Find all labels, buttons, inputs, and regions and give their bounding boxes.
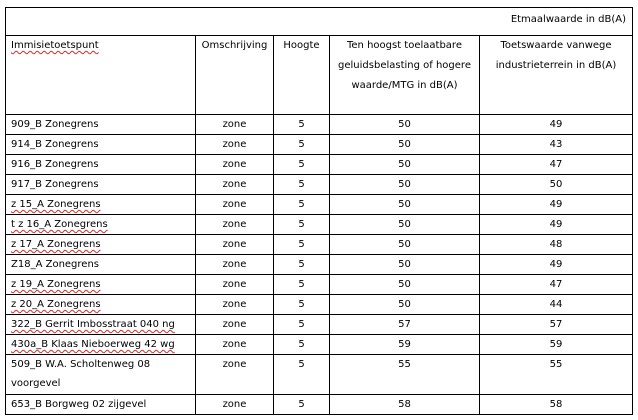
cell-limit: 50 <box>330 215 480 235</box>
cell-point-text: z 19_A Zonegrens <box>11 279 101 290</box>
table-row <box>6 255 633 275</box>
cell-desc: zone <box>196 195 274 215</box>
cell-point-text: 322_B Gerrit Imbosstraat 040 ng <box>11 319 175 330</box>
cell-test: 48 <box>480 235 633 255</box>
cell-height: 5 <box>274 275 330 295</box>
column-header-row <box>6 36 633 115</box>
cell-limit: 57 <box>330 315 480 335</box>
cell-height: 5 <box>274 335 330 355</box>
cell-limit: 50 <box>330 195 480 215</box>
cell-point-text: z 20_A Zonegrens <box>11 299 101 310</box>
column-header-point-text: Immisietoetspunt <box>11 40 99 51</box>
cell-point: 909_B Zonegrens <box>6 115 196 135</box>
cell-desc: zone <box>196 355 274 395</box>
super-header-row <box>6 8 633 36</box>
table-row <box>6 395 633 415</box>
table-row <box>6 215 633 235</box>
cell-point <box>6 295 196 315</box>
cell-desc: zone <box>196 255 274 275</box>
cell-point-text: 430a_B Klaas Nieboerweg 42 wg <box>11 339 175 350</box>
table-row <box>6 235 633 255</box>
cell-test: 47 <box>480 155 633 175</box>
cell-point-text: z 15_A Zonegrens <box>11 199 101 210</box>
cell-desc: zone <box>196 315 274 335</box>
cell-limit: 50 <box>330 175 480 195</box>
cell-desc: zone <box>196 395 274 415</box>
table-row <box>6 355 633 395</box>
cell-point: 917_B Zonegrens <box>6 175 196 195</box>
cell-test: 49 <box>480 215 633 235</box>
cell-height: 5 <box>274 235 330 255</box>
cell-test: 58 <box>480 395 633 415</box>
table-row <box>6 275 633 295</box>
cell-point <box>6 235 196 255</box>
table-row <box>6 315 633 335</box>
cell-height: 5 <box>274 175 330 195</box>
table-row <box>6 155 633 175</box>
cell-limit: 50 <box>330 235 480 255</box>
cell-desc: zone <box>196 235 274 255</box>
cell-point: 914_B Zonegrens <box>6 135 196 155</box>
super-header: Etmaalwaarde in dB(A) <box>6 8 633 36</box>
cell-test: 43 <box>480 135 633 155</box>
table-row <box>6 135 633 155</box>
cell-test: 44 <box>480 295 633 315</box>
cell-desc: zone <box>196 335 274 355</box>
cell-desc: zone <box>196 215 274 235</box>
cell-test: 50 <box>480 175 633 195</box>
cell-point <box>6 275 196 295</box>
cell-height: 5 <box>274 295 330 315</box>
cell-test: 57 <box>480 315 633 335</box>
cell-height: 5 <box>274 315 330 335</box>
document <box>5 7 632 415</box>
cell-test: 47 <box>480 275 633 295</box>
column-header-desc: Omschrijving <box>196 36 274 115</box>
cell-height: 5 <box>274 115 330 135</box>
cell-limit: 50 <box>330 295 480 315</box>
cell-height: 5 <box>274 135 330 155</box>
cell-test: 59 <box>480 335 633 355</box>
cell-test: 49 <box>480 255 633 275</box>
cell-height: 5 <box>274 215 330 235</box>
cell-point: Z18_A Zonegrens <box>6 255 196 275</box>
cell-height: 5 <box>274 355 330 395</box>
cell-point <box>6 315 196 335</box>
cell-height: 5 <box>274 395 330 415</box>
table-row <box>6 175 633 195</box>
cell-desc: zone <box>196 295 274 315</box>
cell-desc: zone <box>196 115 274 135</box>
table-body <box>6 8 633 415</box>
cell-limit: 59 <box>330 335 480 355</box>
cell-test: 49 <box>480 195 633 215</box>
cell-desc: zone <box>196 155 274 175</box>
column-header-height: Hoogte <box>274 36 330 115</box>
cell-limit: 58 <box>330 395 480 415</box>
cell-point <box>6 215 196 235</box>
cell-point <box>6 195 196 215</box>
column-header-test: Toetswaarde vanwege industrieterrein in dB(A) <box>480 36 633 115</box>
table-row <box>6 115 633 135</box>
table-row <box>6 335 633 355</box>
cell-limit: 55 <box>330 355 480 395</box>
cell-point: 916_B Zonegrens <box>6 155 196 175</box>
cell-point: 509_B W.A. Scholtenweg 08 voorgevel <box>6 355 196 395</box>
cell-limit: 50 <box>330 135 480 155</box>
cell-test: 55 <box>480 355 633 395</box>
noise-table <box>5 7 633 415</box>
cell-point-text: z 17_A Zonegrens <box>11 239 101 250</box>
table-row <box>6 295 633 315</box>
cell-test: 49 <box>480 115 633 135</box>
cell-point: 653_B Borgweg 02 zijgevel <box>6 395 196 415</box>
cell-limit: 50 <box>330 275 480 295</box>
column-header-point <box>6 36 196 115</box>
table-row <box>6 195 633 215</box>
cell-limit: 50 <box>330 155 480 175</box>
cell-point <box>6 335 196 355</box>
cell-desc: zone <box>196 135 274 155</box>
cell-height: 5 <box>274 255 330 275</box>
cell-desc: zone <box>196 175 274 195</box>
cell-height: 5 <box>274 195 330 215</box>
column-header-limit: Ten hoogst toelaatbare geluidsbelasting of hogere waarde/MTG in dB(A) <box>330 36 480 115</box>
cell-limit: 50 <box>330 255 480 275</box>
cell-point-text: t z 16_A Zonegrens <box>11 219 108 230</box>
cell-limit: 50 <box>330 115 480 135</box>
cell-desc: zone <box>196 275 274 295</box>
cell-height: 5 <box>274 155 330 175</box>
